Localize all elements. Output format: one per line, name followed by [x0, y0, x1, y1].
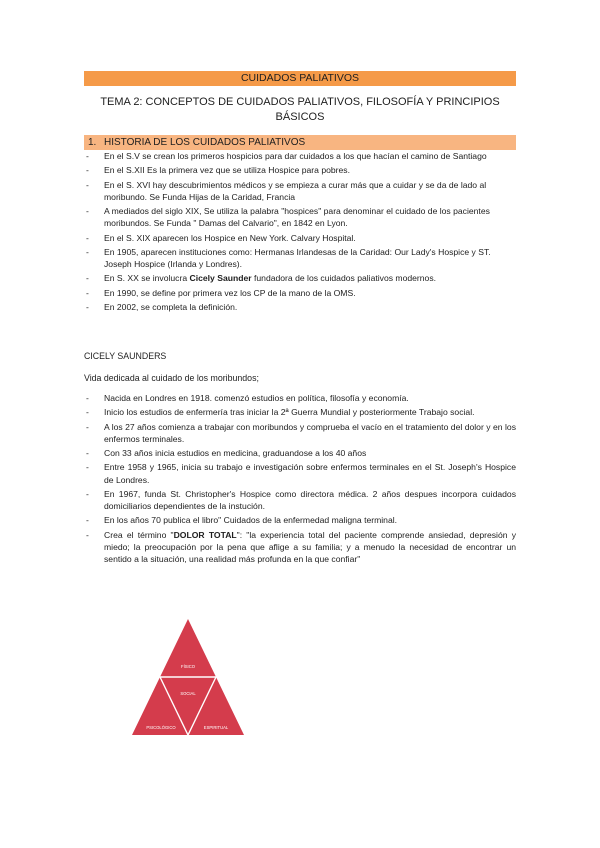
section-title: HISTORIA DE LOS CUIDADOS PALIATIVOS [104, 137, 306, 148]
dash-bullet: - [86, 407, 89, 418]
list-item: - Entre 1958 y 1965, inicia su trabajo e investigación sobre enfermos terminales en el St. Joseph's Hospice de Londres. [86, 462, 516, 485]
dash-bullet: - [86, 515, 89, 526]
dash-bullet: - [86, 179, 89, 190]
dash-bullet: - [86, 287, 89, 298]
list-item: - Crea el término "DOLOR TOTAL": "la experiencia total del paciente comprende ansiedad, depresión y miedo; la preocupación por la pena que aflige a su familia; y a menudo la necesidad de encontrar un sentido a la situación, una realidad más profunda en la que confiar" [86, 529, 517, 565]
document-title: CUIDADOS PALIATIVOS [84, 71, 516, 86]
dash-bullet: - [86, 165, 89, 176]
triangle-label-right: ESPIRITUAL [203, 725, 229, 730]
dash-bullet: - [86, 421, 89, 432]
dash-bullet: - [86, 232, 89, 243]
dash-bullet: - [86, 273, 89, 284]
dash-bullet: - [86, 448, 89, 459]
list-item: - A los 27 años comienza a trabajar con moribundos y comprueba el vacío en el tratamiento del dolor y en los enfermos terminales. [86, 421, 516, 444]
dash-bullet: - [86, 488, 89, 499]
dash-bullet: - [86, 393, 89, 403]
dolor-total-bold: DOLOR TOTAL [173, 529, 237, 540]
triangle-label-center: SOCIAL [180, 691, 196, 696]
list-item: - Nacida en Londres en 1918. comenzó estudios en política, filosofía y economía. [86, 393, 409, 403]
dash-bullet: - [86, 301, 89, 312]
list-item: - Con 33 años inicia estudios en medicina, graduandose a los 40 años [86, 448, 367, 459]
topic-title [84, 95, 516, 125]
triangle-label-top: FÍSICO [181, 664, 195, 669]
list-item: - En el S.XII Es la primera vez que se utiliza Hospice para pobres. [86, 165, 350, 176]
topic-title-line2: BÁSICOS [275, 111, 325, 123]
list-item: - En 2002, se completa la definición. [86, 301, 238, 312]
history-list [84, 150, 516, 315]
cicely-heading: CICELY SAUNDERS [84, 351, 167, 361]
cicely-list [84, 392, 516, 567]
triangle-label-left: PSICOLÓGICO [146, 725, 176, 730]
cicely-intro: Vida dedicada al cuidado de los moribundos; [84, 373, 259, 383]
list-item: - A mediados del siglo XIX, Se utiliza la palabra "hospices" para denominar el cuidado de los pacientes moribundos. Se Funda " Damas del Calvario", en 1842 en Lyon. [86, 206, 490, 229]
dash-bullet: - [86, 206, 89, 217]
dash-bullet: - [86, 246, 89, 257]
list-item: - En los años 70 publica el libro" Cuidados de la enfermedad maligna terminal. [86, 515, 398, 526]
section-number: 1. [88, 137, 97, 148]
dash-bullet: - [86, 151, 89, 161]
list-item: - Inicio los estudios de enfermería tras iniciar la 2ª Guerra Mundial y posteriormente Trabajo social. [86, 407, 475, 418]
list-item: - En 1967, funda St. Christopher's Hospice como directora médica. 2 años despues incorpora cuidados domiciliarios dependientes de la instución. [86, 488, 516, 512]
dash-bullet: - [86, 462, 89, 473]
total-pain-triangle [128, 616, 272, 742]
list-item: - En 1905, aparecen instituciones como: Hermanas Irlandesas de la Caridad: Our Lady's Hospice y ST. Joseph Hospice (Irlanda y Londres). [86, 246, 491, 270]
list-item: - En el S. XIX aparecen los Hospice en New York. Calvary Hospital. [86, 232, 356, 243]
cicely-saunder-bold: Cicely Saunder [189, 273, 252, 284]
list-item: - En S. XX se involucra Cicely Saunder fundadora de los cuidados paliativos modernos. [86, 273, 437, 284]
list-item: - En el S.V se crean los primeros hospicios para dar cuidados a los que hacían el camino de Santiago [86, 151, 487, 161]
dash-bullet: - [86, 529, 89, 540]
list-item: - En 1990, se define por primera vez los CP de la mano de la OMS. [86, 287, 356, 298]
section-heading [84, 135, 516, 150]
topic-title-line1: TEMA 2: CONCEPTOS DE CUIDADOS PALIATIVOS, FILOSOFÍA Y PRINCIPIOS [100, 96, 500, 108]
list-item: - En el S. XVI hay descubrimientos médicos y se empieza a curar más que a cuidar y se da de lado al moribundo. Se Funda Hijas de la Caridad, Francia [86, 179, 487, 202]
